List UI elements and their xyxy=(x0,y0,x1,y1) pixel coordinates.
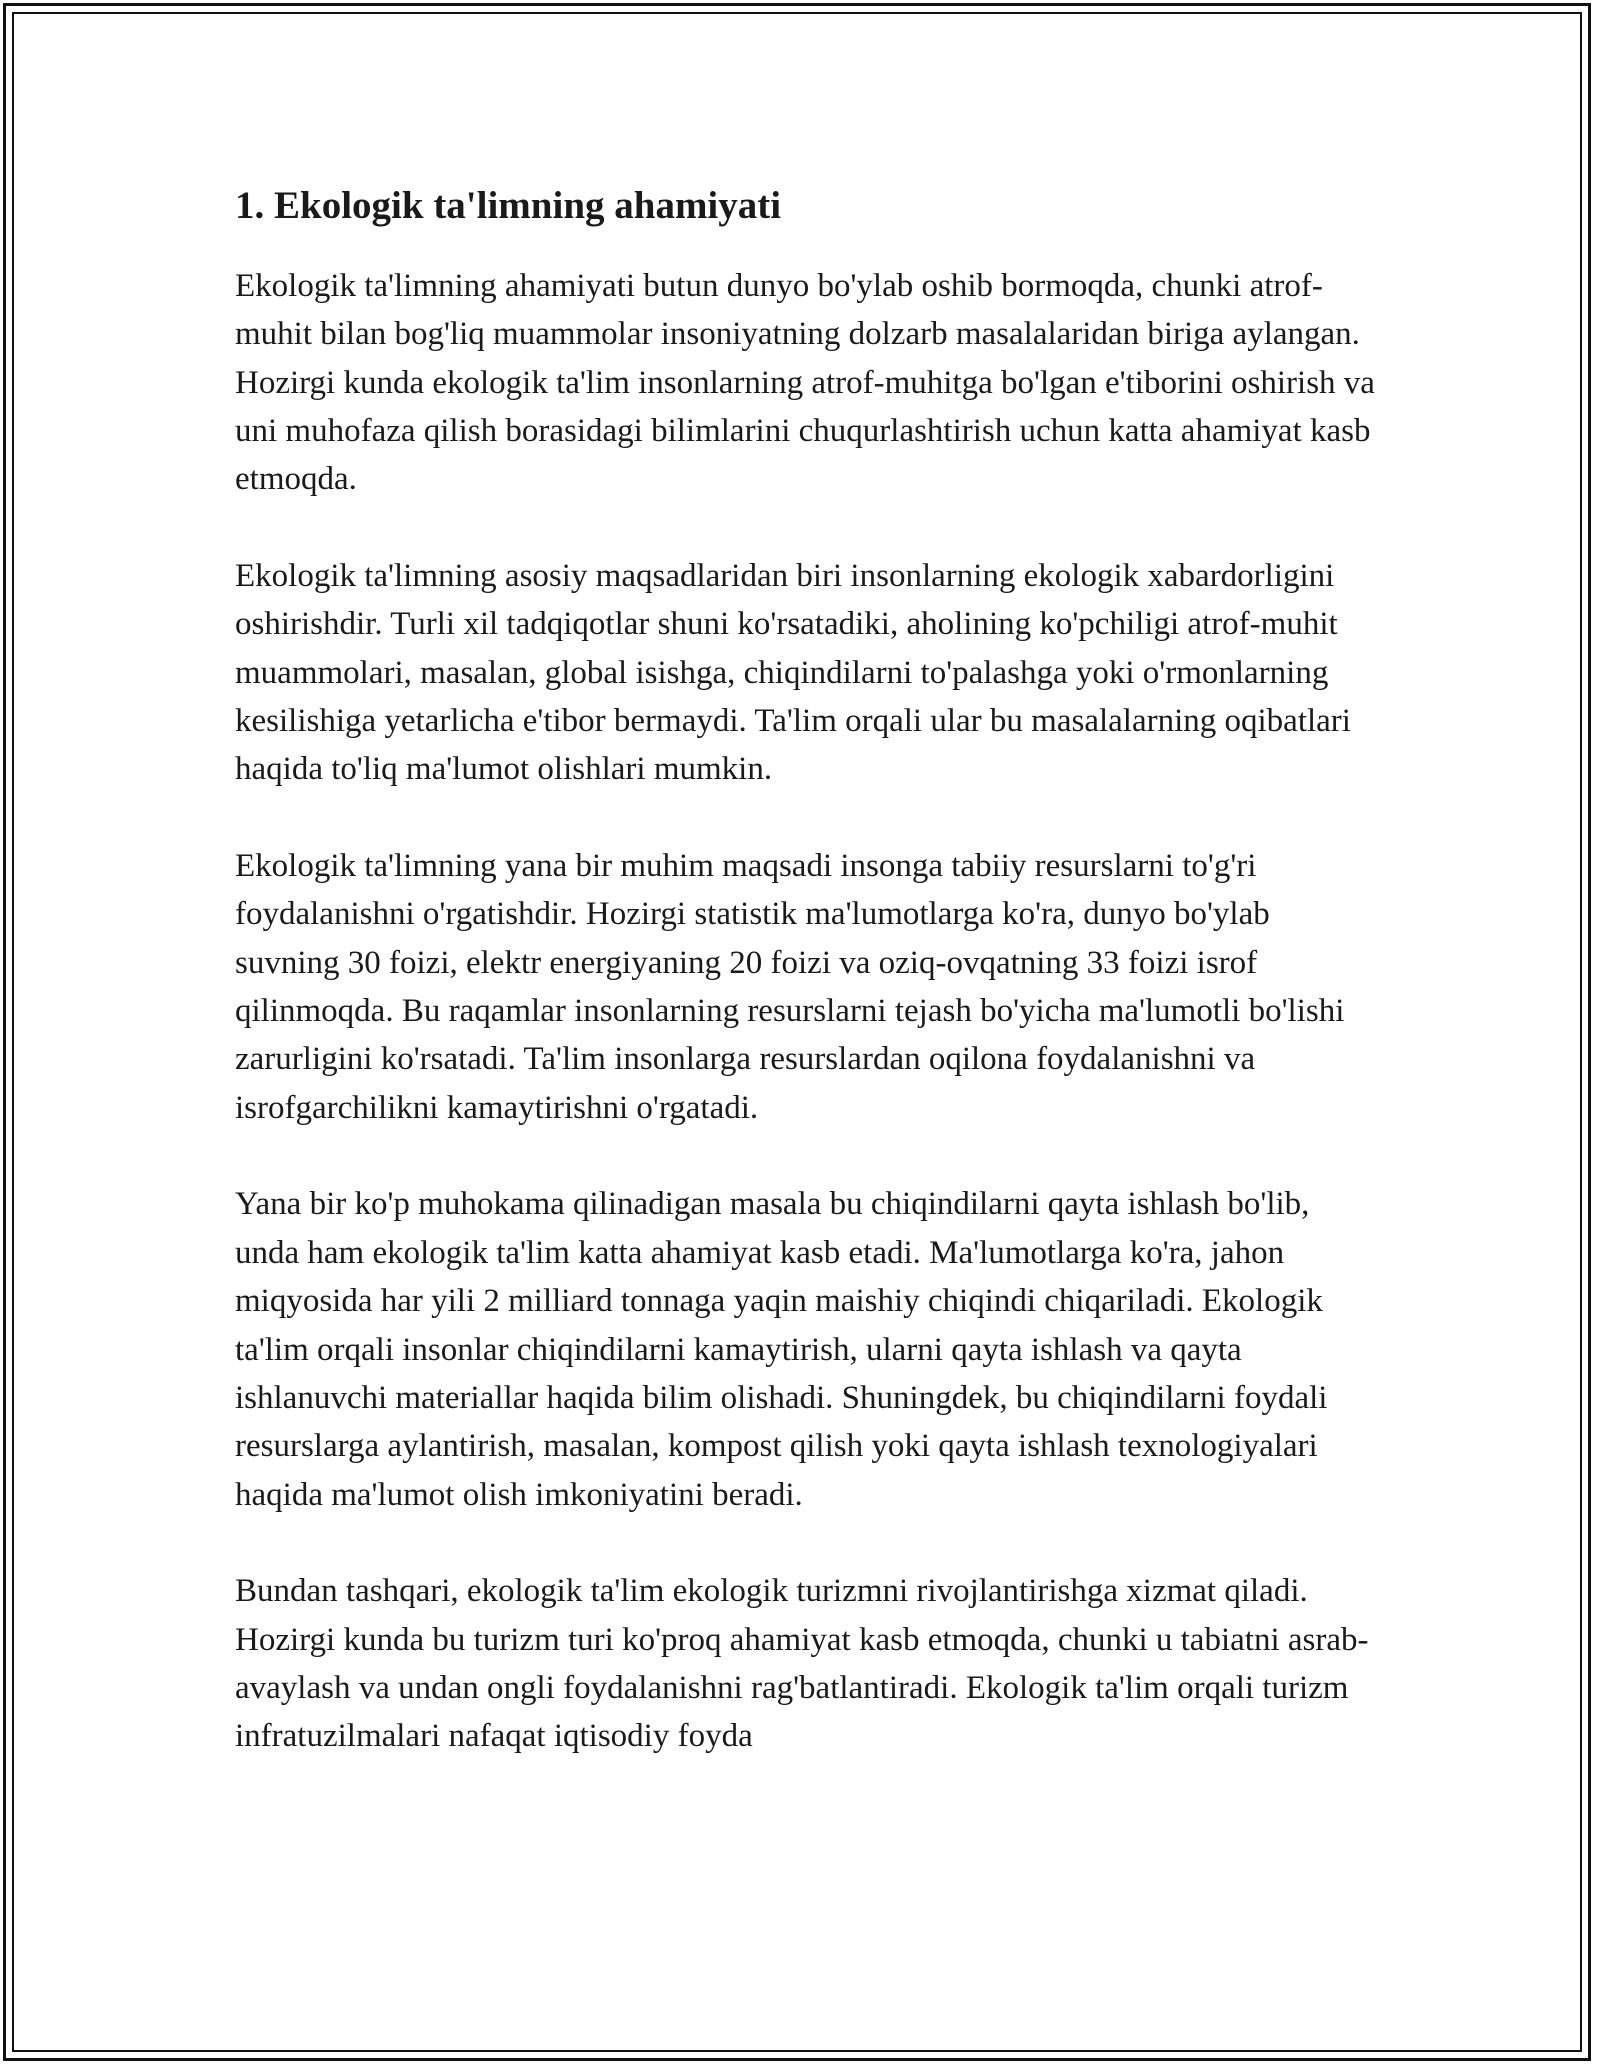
paragraph-5: Bundan tashqari, ekologik ta'lim ekologik turizmni rivojlantirishga xizmat qiladi. Hozirgi kunda bu turizm turi ko'proq ahamiyat kasb etmoqda, chunki u tabiatni asrab-avaylash va undan ongli foydalanishni rag'batlantiradi. Ekologik ta'lim orqali turizm infratuzilmalari nafaqat iqtisodiy foyda xyxy=(235,1573,1369,1755)
paragraph-3: Ekologik ta'limning yana bir muhim maqsadi insonga tabiiy resurslarni to'g'ri foydalanishni o'rgatishdir. Hozirgi statistik ma'lumotlarga ko'ra, dunyo bo'ylab suvning 30 foizi, elektr energiyaning 20 foizi va oziq-ovqatning 33 foizi isrof qilinmoqda. Bu raqamlar insonlarning resurslarni tejash bo'yicha ma'lumotli bo'lishi zarurligini ko'rsatadi. Ta'lim insonlarga resurslardan oqilona foydalanishni va isrofgarchilikni kamaytirishni o'rgatadi. xyxy=(235,847,1345,1126)
section-heading: 1. Ekologik ta'limning ahamiyati xyxy=(235,184,782,227)
paragraph-1: Ekologik ta'limning ahamiyati butun dunyo bo'ylab oshib bormoqda, chunki atrof-muhit bilan bog'liq muammolar insoniyatning dolzarb masalalaridan biriga aylangan. Hozirgi kunda ekologik ta'lim insonlarning atrof-muhitga bo'lgan e'tiborini oshirish va uni muhofaza qilish borasidagi bilimlarini chuqurlashtirish uchun katta ahamiyat kasb etmoqda. xyxy=(235,267,1375,498)
paragraph-2: Ekologik ta'limning asosiy maqsadlaridan biri insonlarning ekologik xabardorligini oshirishdir. Turli xil tadqiqotlar shuni ko'rsatadiki, aholining ko'pchiligi atrof-muhit muammolari, masalan, global isishga, chiqindilarni to'palashga yoki o'rmonlarning kesilishiga yetarlicha e'tibor bermaydi. Ta'lim orqali ular bu masalalarning oqibatlari haqida to'liq ma'lumot olishlari mumkin. xyxy=(235,557,1351,788)
document-body xyxy=(235,183,1375,1809)
paragraph-4: Yana bir ko'p muhokama qilinadigan masala bu chiqindilarni qayta ishlash bo'lib, unda ham ekologik ta'lim katta ahamiyat kasb etadi. Ma'lumotlarga ko'ra, jahon miqyosida har yili 2 milliard tonnaga yaqin maishiy chiqindi chiqariladi. Ekologik ta'lim orqali insonlar chiqindilarni kamaytirish, ularni qayta ishlash va qayta ishlanuvchi materiallar haqida bilim olishadi. Shuningdek, bu chiqindilarni foydali resurslarga aylantirish, masalan, kompost qilish yoki qayta ishlash texnologiyalari haqida ma'lumot olish imkoniyatini beradi. xyxy=(235,1186,1328,1513)
